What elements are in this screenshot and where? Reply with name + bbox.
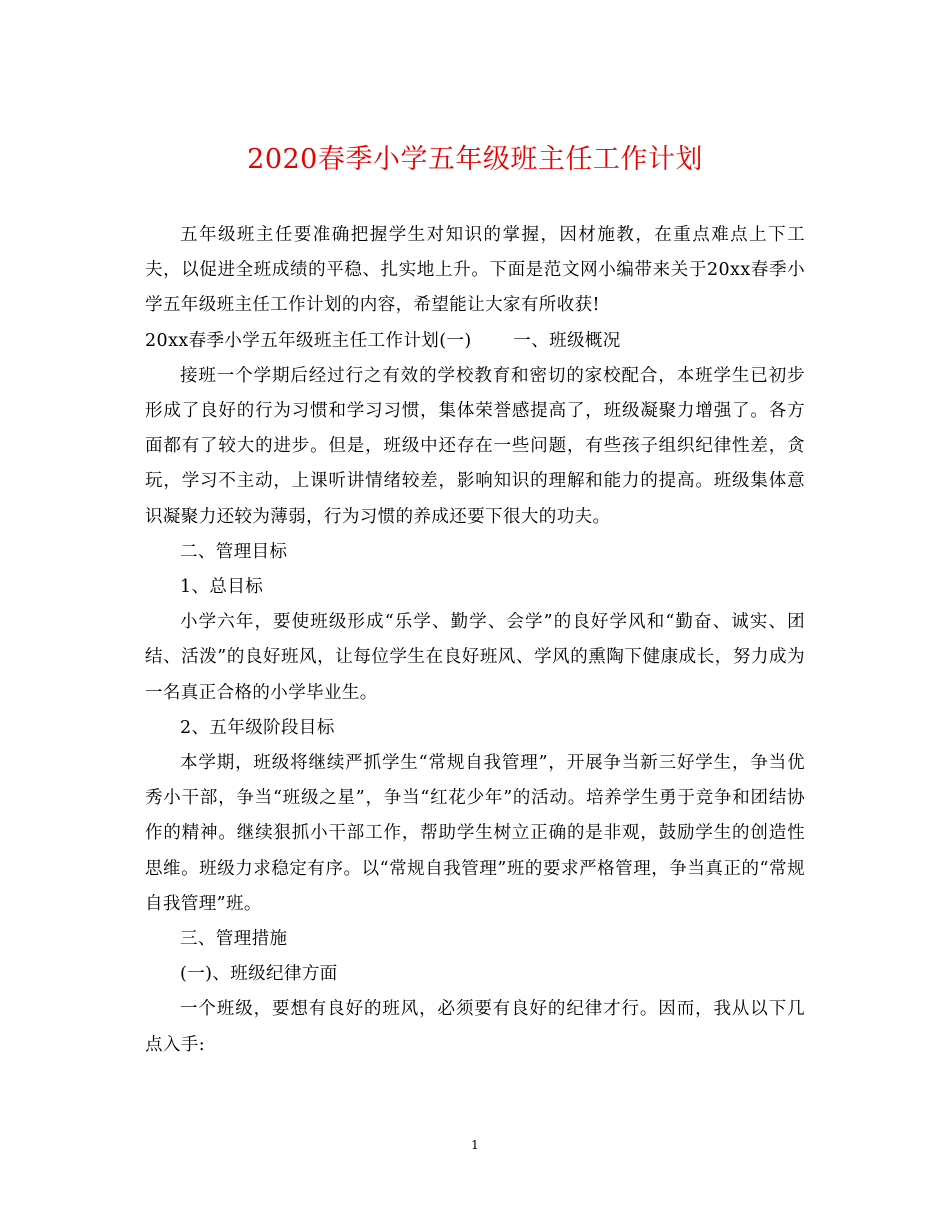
page-number: 1 [471,1138,479,1152]
heading-management-goals: 二、管理目标 [180,541,288,562]
paragraph-class-overview: 接班一个学期后经过行之有效的学校教育和密切的家校配合，本班学生已初步形成了良好的行为习惯和学习习惯，集体荣誉感提高了，班级凝聚力增强了。各方面都有了较大的进步。但是，班级中还存在一些问题，有些孩子组织纪律性差，贪玩，学习不主动，上课听讲情绪较差，影响知识的理解和能力的提高。班级集体意识凝聚力还较为薄弱，行为习惯的养成还要下很大的功夫。 [145,365,805,527]
heading-grade-five-goal: 2、五年级阶段目标 [180,717,335,738]
document-body [145,218,805,1063]
page-title: 2020春季小学五年级班主任工作计划 [247,144,703,175]
paragraph-class-discipline: 一个班级，要想有良好的班风，必须要有良好的纪律才行。因而，我从以下几点入手: [145,999,805,1055]
heading-class-discipline: (一)、班级纪律方面 [180,964,338,985]
paragraph-intro: 五年级班主任要准确把握学生对知识的掌握，因材施教，在重点难点上下工夫，以促进全班成绩的平稳、扎实地上升。下面是范文网小编带来关于20xx春季小学五年级班主任工作计划的内容，希望能让大家有所收获! [145,225,805,316]
heading-management-measures: 三、管理措施 [180,929,288,950]
paragraph-plan-heading: 20xx春季小学五年级班主任工作计划(一) 一、班级概况 [145,330,621,351]
heading-overall-goal: 1、总目标 [180,577,264,598]
paragraph-overall-goal: 小学六年，要使班级形成“乐学、勤学、会学”的良好学风和“勤奋、诚实、团结、活泼”的良好班风，让每位学生在良好班风、学风的熏陶下健康成长，努力成为一名真正合格的小学毕业生。 [145,612,805,703]
paragraph-grade-five-goal: 本学期，班级将继续严抓学生“常规自我管理”，开展争当新三好学生，争当优秀小干部，争当“班级之星”，争当“红花少年”的活动。培养学生勇于竞争和团结协作的精神。继续狠抓小干部工作，帮助学生树立正确的是非观，鼓励学生的创造性思维。班级力求稳定有序。以“常规自我管理”班的要求严格管理，争当真正的“常规自我管理”班。 [145,753,805,914]
